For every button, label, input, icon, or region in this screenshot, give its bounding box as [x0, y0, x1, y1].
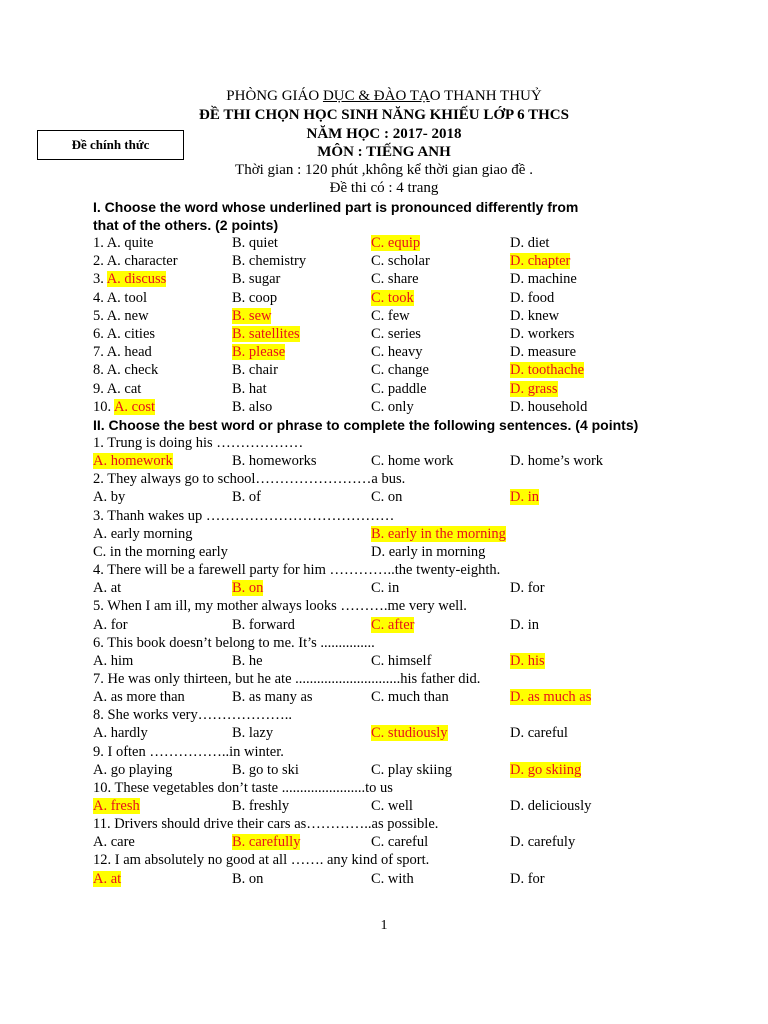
option-d	[510, 234, 549, 252]
option-c	[371, 343, 423, 361]
option-c	[371, 380, 427, 398]
option-b	[232, 361, 278, 379]
option-text: A. by	[93, 489, 126, 506]
option-d	[510, 361, 584, 379]
option-text: A. check	[106, 362, 159, 379]
question-text: 7. He was only thirteen, but he ate .............................his father did.	[93, 670, 481, 687]
option	[93, 579, 121, 597]
option	[510, 452, 603, 470]
option-text: A. at	[93, 870, 122, 887]
question-row	[0, 289, 768, 307]
question-row	[0, 361, 768, 379]
option-text: D. workers	[510, 326, 575, 342]
option-b	[232, 398, 272, 416]
option-c	[371, 234, 420, 252]
option	[93, 688, 185, 706]
option-text: D. household	[510, 398, 588, 415]
question-number: 4.	[93, 289, 107, 306]
option	[371, 761, 452, 779]
option-text: C. only	[371, 398, 414, 415]
option-a	[93, 307, 149, 325]
option	[371, 797, 413, 815]
option-d	[510, 325, 574, 343]
option	[510, 761, 581, 779]
question-number: 2.	[93, 253, 107, 270]
question-row	[0, 270, 768, 288]
question-number: 6.	[93, 326, 107, 342]
subject: MÔN : TIẾNG ANH	[317, 144, 451, 160]
option-b	[232, 343, 285, 361]
option	[232, 724, 273, 742]
option-text: B. quiet	[232, 235, 278, 251]
option-text: B. as many as	[232, 689, 313, 706]
option	[371, 579, 399, 597]
option	[93, 488, 125, 506]
option-text: A. him	[93, 652, 134, 669]
options-row	[0, 833, 768, 851]
option	[93, 724, 148, 742]
options-row	[0, 525, 768, 543]
option-text: D. early in morning	[371, 543, 486, 560]
options-row	[0, 870, 768, 888]
option-text: A. care	[93, 834, 135, 851]
question-number: 10.	[93, 398, 114, 415]
question-text: 3. Thanh wakes up …………………………………	[93, 507, 395, 524]
option-text: D. food	[510, 289, 555, 306]
dept-text-end: O THANH THUỶ	[429, 88, 542, 104]
question-number: 9.	[93, 380, 107, 397]
option-text: C. in	[371, 580, 400, 597]
options-row	[0, 797, 768, 815]
option	[371, 543, 485, 561]
option-text: A. tool	[106, 289, 147, 306]
option-text: B. on	[232, 580, 264, 597]
option-text: C. himself	[371, 652, 432, 669]
option-text: A. early morning	[93, 525, 193, 542]
option-text: B. early in the morning	[371, 525, 506, 542]
option-text: B. coop	[232, 289, 278, 306]
question-text: 11. Drivers should drive their cars as…………..as possible.	[93, 816, 439, 833]
option-text: B. satellites	[232, 326, 300, 342]
option-c	[371, 325, 421, 343]
option-text: C. home work	[371, 453, 454, 470]
option-b	[232, 380, 267, 398]
option-text: A. fresh	[93, 798, 140, 814]
page-number: 1	[380, 918, 388, 933]
option	[371, 688, 449, 706]
option-text: D. careful	[510, 725, 568, 742]
dept-text-underlined: DỤC & ĐÀO TẠ	[322, 88, 430, 104]
option-b	[232, 289, 277, 307]
official-label: Đề chính thức	[37, 130, 184, 160]
option-text: B. sew	[232, 307, 272, 324]
option	[371, 525, 506, 543]
option	[510, 833, 575, 851]
option	[232, 579, 263, 597]
question-number: 5.	[93, 307, 107, 324]
option-c	[371, 307, 410, 325]
option-text: C. careful	[371, 834, 429, 851]
option	[510, 870, 545, 888]
option-text: C. equip	[371, 235, 421, 251]
option-text: A. discuss	[106, 271, 167, 288]
option-d	[510, 307, 559, 325]
question-row	[0, 325, 768, 343]
question-text: 4. There will be a farewell party for him …………..the twenty-eighth.	[93, 562, 501, 579]
question-row	[0, 380, 768, 398]
page-count: Đề thi có : 4 trang	[329, 180, 439, 196]
option-a	[93, 325, 155, 343]
option-text: D. machine	[510, 271, 577, 288]
option-text: C. play skiing	[371, 761, 452, 778]
option-text: D. as much as	[510, 689, 592, 706]
option-d	[510, 289, 554, 307]
option-text: D. toothache	[510, 362, 585, 379]
option-text: B. on	[232, 870, 264, 887]
option-text: C. took	[371, 289, 414, 306]
option	[510, 616, 539, 634]
option	[93, 525, 192, 543]
question-text: 9. I often ……………..in winter.	[93, 743, 284, 760]
option-text: A. character	[106, 253, 178, 270]
option	[232, 688, 313, 706]
option	[93, 797, 140, 815]
option-text: D. for	[510, 870, 545, 887]
option-c	[371, 361, 429, 379]
option-text: C. change	[371, 362, 429, 379]
option-text: C. in the morning early	[93, 543, 228, 560]
option	[93, 652, 133, 670]
option-text: B. of	[232, 489, 261, 506]
section1-title-1: I. Choose the word whose underlined part is pronounced differently from	[93, 199, 579, 215]
option-text: A. for	[93, 616, 128, 633]
option-text: D. in	[510, 616, 539, 633]
option-c	[371, 289, 414, 307]
option-text: D. his	[510, 652, 545, 669]
option	[371, 724, 448, 742]
option-text: C. after	[371, 616, 415, 633]
option-text: C. on	[371, 489, 403, 506]
option-c	[371, 252, 430, 270]
option-text: A. cities	[106, 326, 156, 342]
school-year: NĂM HỌC : 2017- 2018	[306, 126, 462, 142]
option-text: C. heavy	[371, 344, 423, 361]
option-c	[371, 398, 414, 416]
option-text: A. cat	[106, 380, 142, 397]
options-row	[0, 488, 768, 506]
option-text: B. hat	[232, 380, 267, 397]
option-text: B. chair	[232, 362, 278, 379]
section2-title: II. Choose the best word or phrase to complete the following sentences. (4 points)	[93, 417, 639, 433]
option-text: B. freshly	[232, 798, 290, 814]
option-text: A. new	[106, 307, 149, 324]
option	[510, 724, 568, 742]
option-text: C. scholar	[371, 253, 430, 270]
option	[371, 452, 454, 470]
option	[232, 652, 263, 670]
option-text: A. hardly	[93, 725, 148, 742]
option-a	[93, 361, 158, 379]
options-row	[0, 616, 768, 634]
option-text: D. in	[510, 489, 539, 506]
option	[232, 616, 295, 634]
option-d	[510, 380, 558, 398]
option-text: A. head	[106, 344, 152, 361]
question-number: 1.	[93, 235, 107, 251]
option-d	[510, 270, 577, 288]
options-row	[0, 688, 768, 706]
dept-text: PHÒNG GIÁO	[226, 88, 323, 104]
question-text: 5. When I am ill, my mother always looks ……….me very well.	[93, 598, 467, 615]
option-text: B. also	[232, 398, 273, 415]
option	[232, 452, 317, 470]
option-b	[232, 270, 280, 288]
option-text: A. at	[93, 580, 122, 597]
option-b	[232, 252, 306, 270]
department-line	[0, 86, 768, 106]
option-text: D. go skiing	[510, 761, 582, 778]
option	[232, 761, 299, 779]
question-text: 8. She works very………………..	[93, 707, 292, 724]
option-a	[93, 380, 141, 398]
option-text: A. cost	[113, 398, 156, 415]
option-a	[93, 270, 166, 288]
option	[510, 579, 545, 597]
option-text: D. home’s work	[510, 453, 604, 470]
question-row	[0, 252, 768, 270]
question-text: 12. I am absolutely no good at all ……. any kind of sport.	[93, 852, 430, 869]
option-text: B. carefully	[232, 834, 301, 851]
option	[510, 797, 591, 815]
option	[510, 488, 539, 506]
option-b	[232, 307, 271, 325]
options-row	[0, 761, 768, 779]
option-text: B. he	[232, 652, 263, 669]
question-text: 10. These vegetables don’t taste .......................to us	[93, 779, 393, 796]
option-d	[510, 343, 576, 361]
option-text: B. please	[232, 344, 286, 361]
option	[510, 652, 545, 670]
option	[371, 652, 431, 670]
options-row	[0, 579, 768, 597]
question-row	[0, 343, 768, 361]
question-text: 2. They always go to school……………………a bus.	[93, 471, 406, 488]
option-text: D. measure	[510, 344, 577, 361]
option-text: D. grass	[510, 380, 558, 397]
exam-title: ĐỀ THI CHỌN HỌC SINH NĂNG KHIẾU LỚP 6 THCS	[199, 107, 569, 123]
options-row	[0, 543, 768, 561]
option-text: D. deliciously	[510, 798, 592, 814]
option-text: B. go to ski	[232, 761, 299, 778]
option-text: A. go playing	[93, 761, 173, 778]
option-text: D. knew	[510, 307, 560, 324]
option-c	[371, 270, 419, 288]
question-row	[0, 398, 768, 416]
option-a	[93, 252, 178, 270]
option	[371, 833, 428, 851]
option-a	[93, 343, 152, 361]
option	[510, 688, 591, 706]
option	[93, 870, 121, 888]
question-number: 3.	[93, 271, 107, 288]
option-text: A. quite	[106, 235, 154, 251]
option	[93, 833, 135, 851]
option-text: B. homeworks	[232, 453, 317, 470]
option-text: D. diet	[510, 235, 550, 251]
option-text: A. homework	[93, 453, 173, 470]
question-text: 1. Trung is doing his ………………	[93, 435, 304, 451]
question-row	[0, 234, 768, 252]
option-d	[510, 398, 587, 416]
option	[232, 488, 261, 506]
option-b	[232, 234, 278, 252]
option	[232, 797, 289, 815]
option-b	[232, 325, 300, 343]
question-number: 8.	[93, 362, 107, 379]
option-a	[93, 289, 147, 307]
option	[232, 833, 300, 851]
option-text: C. few	[371, 307, 410, 324]
option-text: C. share	[371, 271, 419, 288]
option-text: A. as more than	[93, 689, 185, 706]
option	[93, 452, 173, 470]
option-text: C. with	[371, 870, 414, 887]
option-d	[510, 252, 570, 270]
option	[371, 616, 414, 634]
option-a	[93, 234, 153, 252]
option-text: B. sugar	[232, 271, 281, 288]
option-text: C. paddle	[371, 380, 427, 397]
option-text: D. chapter	[510, 253, 571, 270]
exam-time: Thời gian : 120 phút ,không kể thời gian giao đề .	[235, 162, 533, 178]
options-row	[0, 452, 768, 470]
option	[93, 616, 128, 634]
option	[232, 870, 263, 888]
question-number: 7.	[93, 344, 107, 361]
option-text: C. much than	[371, 689, 449, 706]
option-text: D. for	[510, 580, 545, 597]
section1-title-2: that of the others. (2 points)	[93, 217, 279, 233]
option	[93, 761, 172, 779]
question-row	[0, 307, 768, 325]
options-row	[0, 724, 768, 742]
option-a	[93, 398, 155, 416]
options-row	[0, 652, 768, 670]
option-text: B. forward	[232, 616, 295, 633]
option	[371, 488, 402, 506]
option-text: C. well	[371, 798, 413, 814]
option	[371, 870, 414, 888]
question-text: 6. This book doesn’t belong to me. It’s ...............	[93, 634, 375, 651]
option-text: C. series	[371, 326, 421, 342]
option-text: D. carefuly	[510, 834, 576, 851]
option	[93, 543, 228, 561]
option-text: B. lazy	[232, 725, 274, 742]
option-text: B. chemistry	[232, 253, 307, 270]
option-text: C. studiously	[371, 725, 448, 742]
